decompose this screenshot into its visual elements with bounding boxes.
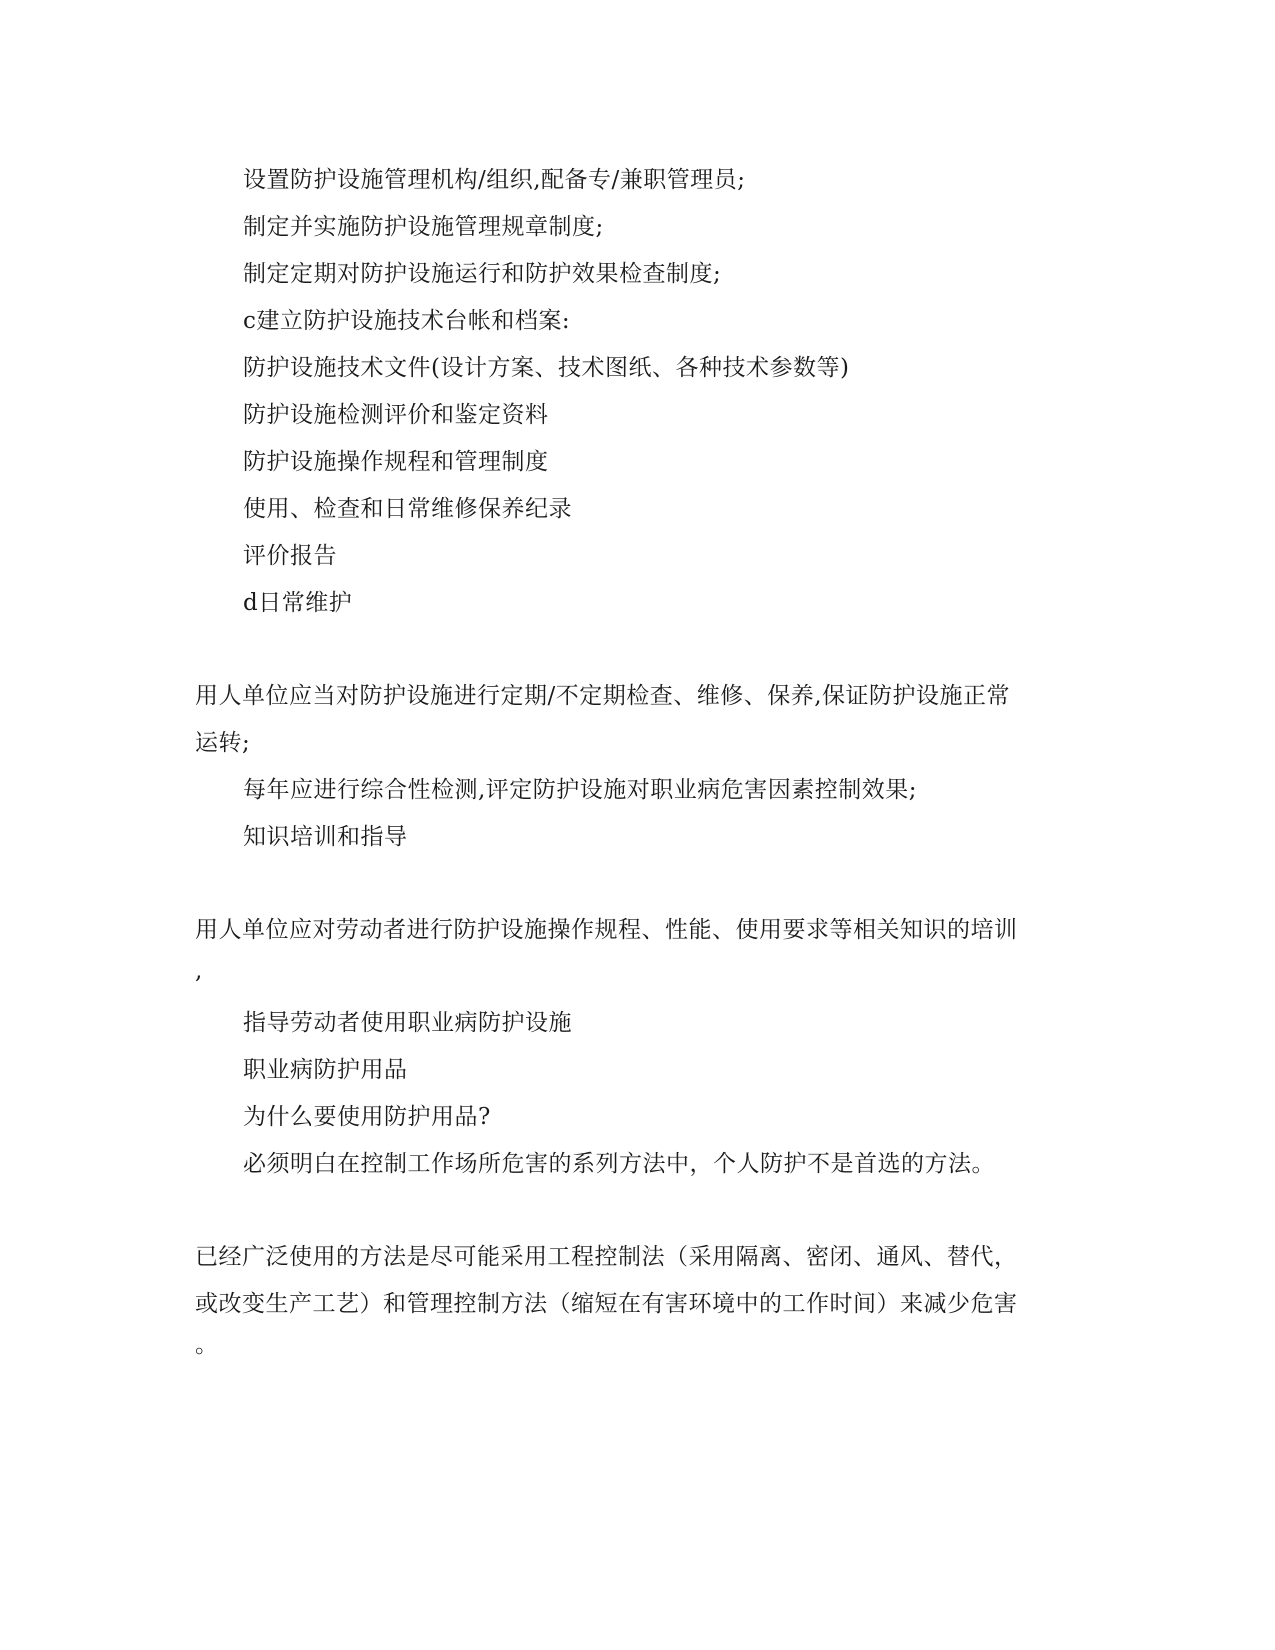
paragraph-line: 用人单位应对劳动者进行防护设施操作规程、性能、使用要求等相关知识的培训 xyxy=(195,917,1018,943)
paragraph-line: , xyxy=(195,958,203,984)
text-line: 设置防护设施管理机构/组织,配备专/兼职管理员; xyxy=(243,167,746,193)
text-line: 必须明白在控制工作场所危害的系列方法中，个人防护不是首选的方法。 xyxy=(243,1151,995,1177)
text-line: d日常维护 xyxy=(243,590,353,616)
text-line: 职业病防护用品 xyxy=(243,1057,408,1083)
text-line: 防护设施操作规程和管理制度 xyxy=(243,449,549,475)
text-line: 每年应进行综合性检测,评定防护设施对职业病危害因素控制效果; xyxy=(243,777,918,803)
text-line: 制定并实施防护设施管理规章制度; xyxy=(243,214,604,240)
text-line: 知识培训和指导 xyxy=(243,824,408,850)
paragraph-line: 用人单位应当对防护设施进行定期/不定期检查、维修、保养,保证防护设施正常 xyxy=(195,683,1011,709)
text-line: 指导劳动者使用职业病防护设施 xyxy=(243,1010,572,1036)
paragraph-line: 已经广泛使用的方法是尽可能采用工程控制法（采用隔离、密闭、通风、替代， xyxy=(195,1244,1018,1270)
text-line: 防护设施检测评价和鉴定资料 xyxy=(243,402,549,428)
text-line: 评价报告 xyxy=(243,543,337,569)
text-line: c建立防护设施技术台帐和档案: xyxy=(243,308,571,334)
paragraph-line: 。 xyxy=(195,1332,219,1358)
paragraph-line: 运转; xyxy=(195,730,251,756)
text-line: 防护设施技术文件(设计方案、技术图纸、各种技术参数等) xyxy=(243,355,850,381)
paragraph-line: 或改变生产工艺）和管理控制方法（缩短在有害环境中的工作时间）来减少危害 xyxy=(195,1291,1018,1317)
text-line: 制定定期对防护设施运行和防护效果检查制度; xyxy=(243,261,722,287)
text-line: 为什么要使用防护用品? xyxy=(243,1104,491,1130)
text-line: 使用、检查和日常维修保养纪录 xyxy=(243,496,572,522)
